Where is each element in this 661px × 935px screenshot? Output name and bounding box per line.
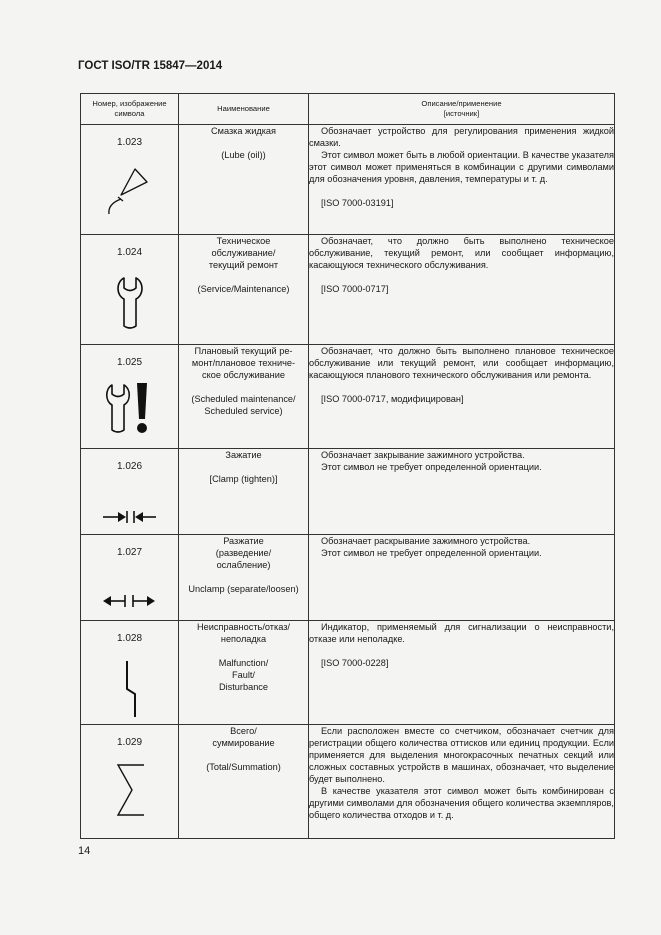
description-paragraph: Этот символ может быть в любой ориентации. В качестве указателя этот символ может применяться в комбинации с другими символами для обозначения уровня, давления, температуры и т. д.	[309, 150, 614, 184]
column-header-number: Номер, изображение символа	[81, 94, 179, 125]
lube-oil-icon	[95, 159, 165, 219]
description-paragraph: Обозначает, что должно быть выполнено плановое техническое обслуживание или текущий ремонт, или сообщает информацию, касающуюся планового технического обслуживания или ремонта.	[309, 346, 614, 380]
source-reference: [ISO 7000-0228]	[321, 658, 389, 668]
table-row	[81, 125, 615, 235]
symbol-number: 1.024	[116, 247, 143, 258]
description-paragraph: В качестве указателя этот символ может быть комбинирован с другими символами для обозначения общего количества экземпляров, общего количества отходов и т. д.	[309, 786, 614, 820]
table-row	[81, 621, 615, 725]
wrench-icon	[110, 273, 150, 331]
table-row	[81, 235, 615, 345]
symbol-name-en: (Service/Maintenance)	[197, 284, 290, 294]
description-paragraph: Этот символ не требует определенной ориентации.	[321, 462, 542, 472]
description-paragraph: Обозначает раскрывание зажимного устройства.	[321, 536, 531, 546]
name-cell	[179, 725, 309, 839]
symbol-name-ru: Разжатие (разведение/ ослабление)	[215, 536, 272, 570]
symbol-number: 1.026	[116, 461, 143, 472]
table-row	[81, 725, 615, 839]
symbol-name-en: (Scheduled maintenance/ Scheduled service)	[191, 394, 296, 416]
column-header-name: Наименование	[179, 94, 309, 125]
symbol-name-ru: Неисправность/отказ/ неполадка	[197, 622, 290, 644]
clamp-tighten-icon	[98, 509, 162, 525]
symbol-name-en: (Lube (oil))	[221, 150, 266, 160]
description-cell	[309, 235, 615, 345]
symbol-name-ru: Всего/ суммирование	[212, 726, 275, 748]
table-row	[81, 345, 615, 449]
symbol-cell	[81, 345, 179, 449]
description-paragraph: Индикатор, применяемый для сигнализации о неисправности, отказе или неполадке.	[309, 622, 614, 644]
description-cell	[309, 125, 615, 235]
page-number: 14	[78, 845, 91, 857]
description-paragraph: Этот символ не требует определенной ориентации.	[321, 548, 542, 558]
name-cell	[179, 235, 309, 345]
malfunction-icon	[115, 659, 145, 719]
unclamp-loosen-icon	[98, 593, 162, 609]
symbol-name-ru: Плановый текущий ре- монт/плановое техниче- ское обслуживание	[191, 346, 296, 380]
symbol-number: 1.028	[116, 633, 143, 644]
symbol-cell	[81, 621, 179, 725]
description-paragraph: Обозначает устройство для регулирования применения жидкой смазки.	[309, 126, 614, 148]
symbol-name-en: (Total/Summation)	[206, 762, 281, 772]
symbol-cell	[81, 125, 179, 235]
symbol-name-ru: Техническое обслуживание/ текущий ремонт	[208, 236, 279, 270]
description-cell	[309, 345, 615, 449]
sigma-icon	[110, 763, 150, 817]
description-cell	[309, 535, 615, 621]
source-reference: [ISO 7000-0717]	[321, 284, 389, 294]
symbol-name-en: [Clamp (tighten)]	[209, 474, 278, 484]
name-cell	[179, 125, 309, 235]
symbols-table	[80, 93, 615, 839]
name-cell	[179, 345, 309, 449]
description-cell	[309, 725, 615, 839]
name-cell	[179, 449, 309, 535]
symbol-number: 1.027	[116, 547, 143, 558]
symbol-cell	[81, 449, 179, 535]
symbol-number: 1.025	[116, 357, 143, 368]
symbol-number: 1.023	[116, 137, 143, 148]
description-cell	[309, 621, 615, 725]
document-header: ГОСТ ISO/TR 15847—2014	[78, 60, 223, 72]
description-paragraph: Если расположен вместе со счетчиком, обозначает счетчик для регистрации общего количества оттисков или единиц продукции. Если применяется для выделения многокрасочных печатных секций или сложных составных устройств в машинах, обозначает, что выделение будет выполнено.	[309, 726, 614, 784]
source-reference: [ISO 7000-03191]	[321, 198, 394, 208]
symbol-number: 1.029	[116, 737, 143, 748]
table-row	[81, 449, 615, 535]
symbol-cell	[81, 725, 179, 839]
symbol-name-en: Malfunction/ Fault/ Disturbance	[218, 658, 269, 692]
wrench-exclamation-icon	[102, 379, 158, 437]
source-reference: [ISO 7000-0717, модифицирован]	[321, 394, 464, 404]
symbol-cell	[81, 535, 179, 621]
name-cell	[179, 621, 309, 725]
description-paragraph: Обозначает закрывание зажимного устройства.	[321, 450, 525, 460]
symbol-name-ru: Зажатие	[225, 450, 262, 460]
name-cell	[179, 535, 309, 621]
table-row	[81, 535, 615, 621]
table-header-row	[81, 94, 615, 125]
symbol-name-en: Unclamp (separate/loosen)	[188, 584, 299, 594]
description-cell	[309, 449, 615, 535]
column-header-description: Описание/применение [источник]	[309, 94, 615, 125]
description-paragraph: Обозначает, что должно быть выполнено техническое обслуживание, текущий ремонт, или сообщает информацию, касающуюся технического обслуживания.	[309, 236, 614, 270]
symbol-cell	[81, 235, 179, 345]
symbol-name-ru: Смазка жидкая	[211, 126, 276, 136]
